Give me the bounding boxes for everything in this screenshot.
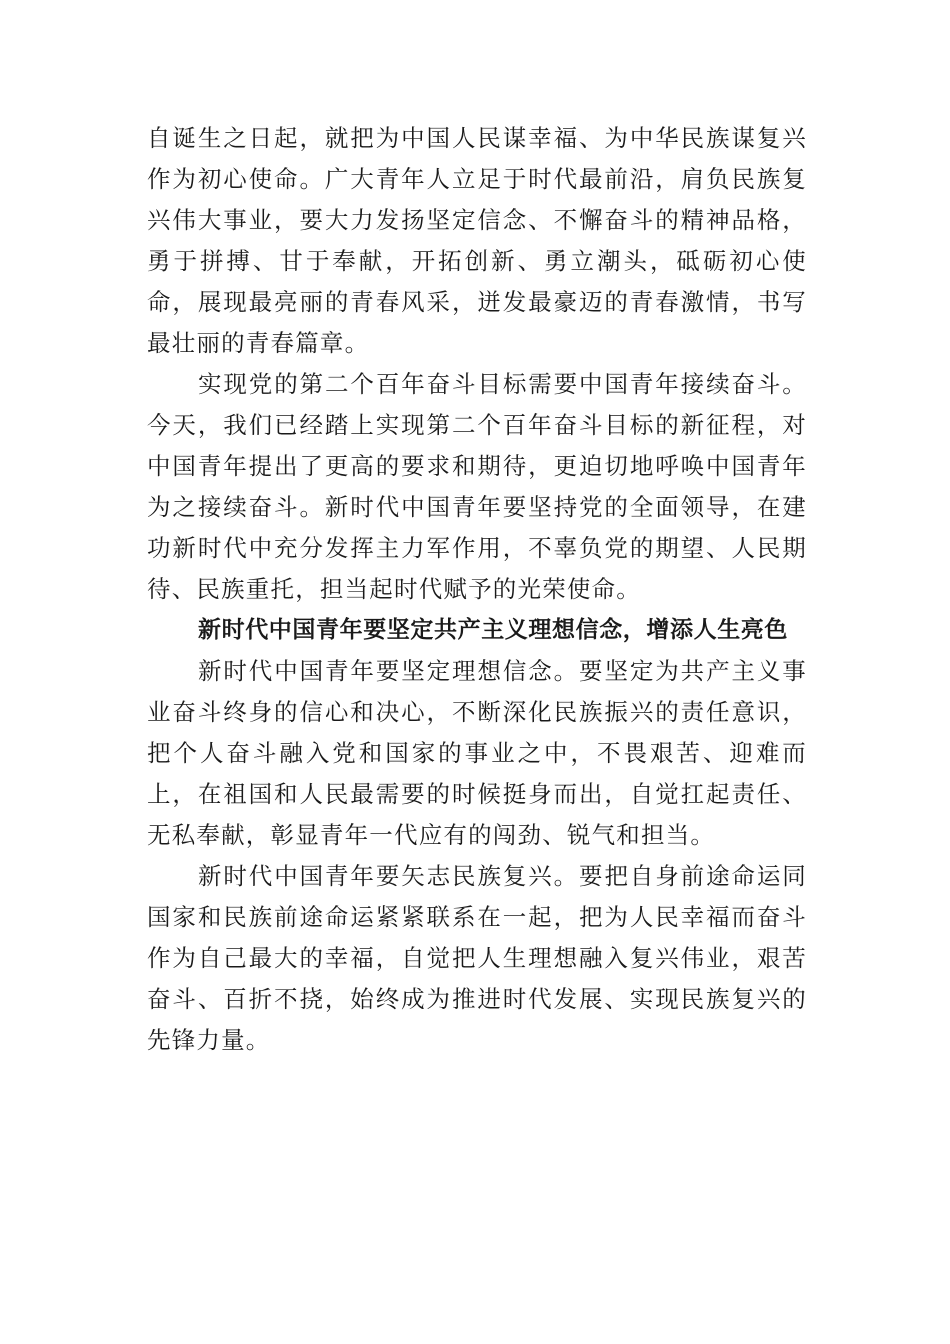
paragraph-ideals: 新时代中国青年要坚定理想信念。要坚定为共产主义事业奋斗终身的信心和决心，不断深化民族振兴的责任意识，把个人奋斗融入党和国家的事业之中，不畏艰苦、迎难而上，在祖国和人民最需要的时候挺身而出，自觉扛起责任、无私奉献，彰显青年一代应有的闯劲、锐气和担当。 [147, 657, 807, 849]
paragraph-continued: 自诞生之日起，就把为中国人民谋幸福、为中华民族谋复兴作为初心使命。广大青年人立足于时代最前沿，肩负民族复兴伟大事业，要大力发扬坚定信念、不懈奋斗的精神品格，勇于拼搏、甘于奉献，开拓创新、勇立潮头，砥砺初心使命，展现最亮丽的青春风采，迸发最豪迈的青春激情，书写最壮丽的青春篇章。 [147, 124, 807, 357]
document-body [147, 118, 807, 1061]
paragraph-rejuvenation: 新时代中国青年要矢志民族复兴。要把自身前途命运同国家和民族前途命运紧紧联系在一起，把为人民幸福而奋斗作为自己最大的幸福，自觉把人生理想融入复兴伟业，艰苦奋斗、百折不挠，始终成为推进时代发展、实现民族复兴的先锋力量。 [147, 862, 807, 1054]
section-heading: 新时代中国青年要坚定共产主义理想信念，增添人生亮色 [198, 617, 788, 643]
paragraph-second-centenary: 实现党的第二个百年奋斗目标需要中国青年接续奋斗。今天，我们已经踏上实现第二个百年奋斗目标的新征程，对中国青年提出了更高的要求和期待，更迫切地呼唤中国青年为之接续奋斗。新时代中国青年要坚持党的全面领导，在建功新时代中充分发挥主力军作用，不辜负党的期望、人民期待、民族重托，担当起时代赋予的光荣使命。 [147, 370, 807, 603]
